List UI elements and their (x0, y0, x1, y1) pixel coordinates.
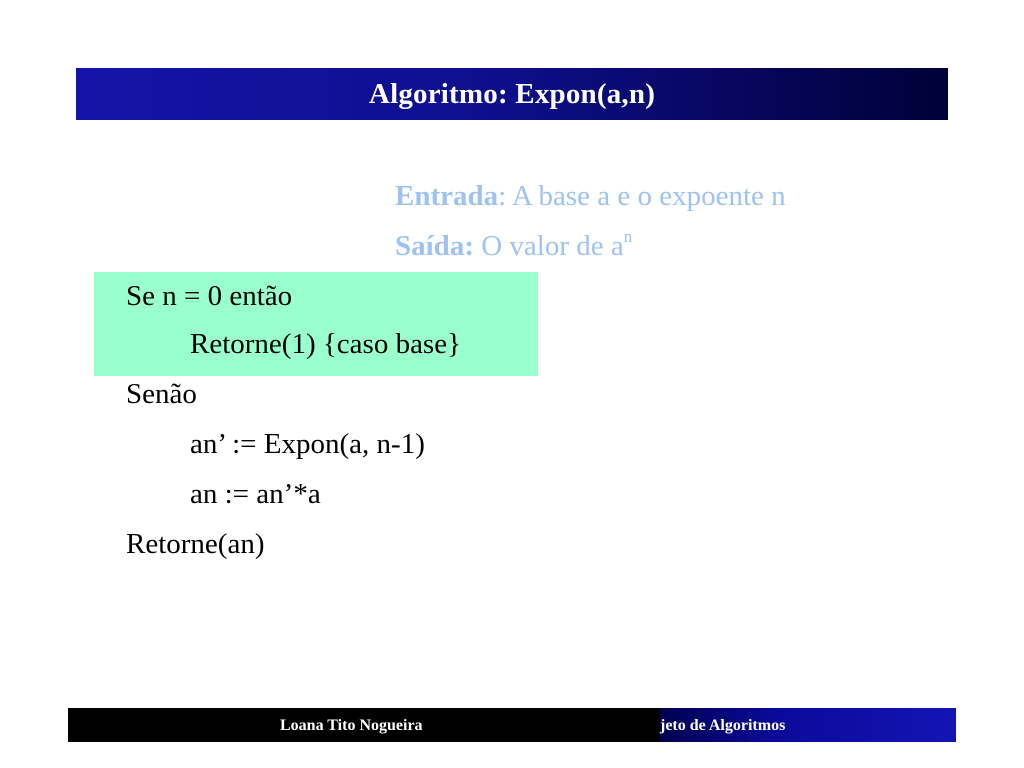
footer-bar (68, 708, 956, 742)
output-keyword: Saída: (395, 230, 474, 262)
code-line-if: Se n = 0 então (126, 280, 293, 312)
code-line-multiply: an := an’*a (190, 478, 321, 510)
code-line-else: Senão (126, 378, 197, 410)
footer-divider (520, 708, 660, 742)
input-keyword: Entrada (395, 180, 499, 212)
code-line-return-base: Retorne(1) {caso base} (190, 328, 462, 360)
footer-course: jeto de Algoritmos (660, 717, 786, 734)
input-spec (395, 180, 786, 213)
output-spec (395, 227, 633, 263)
input-description: : A base a e o expoente n (498, 180, 786, 212)
output-exponent: n (623, 227, 633, 246)
footer-author: Loana Tito Nogueira (280, 717, 423, 734)
code-line-recursive-call: an’ := Expon(a, n-1) (190, 428, 425, 460)
title-bar (76, 68, 948, 120)
code-line-return: Retorne(an) (126, 528, 265, 560)
slide-title: Algoritmo: Expon(a,n) (368, 77, 656, 110)
output-description: O valor de a (473, 230, 624, 262)
